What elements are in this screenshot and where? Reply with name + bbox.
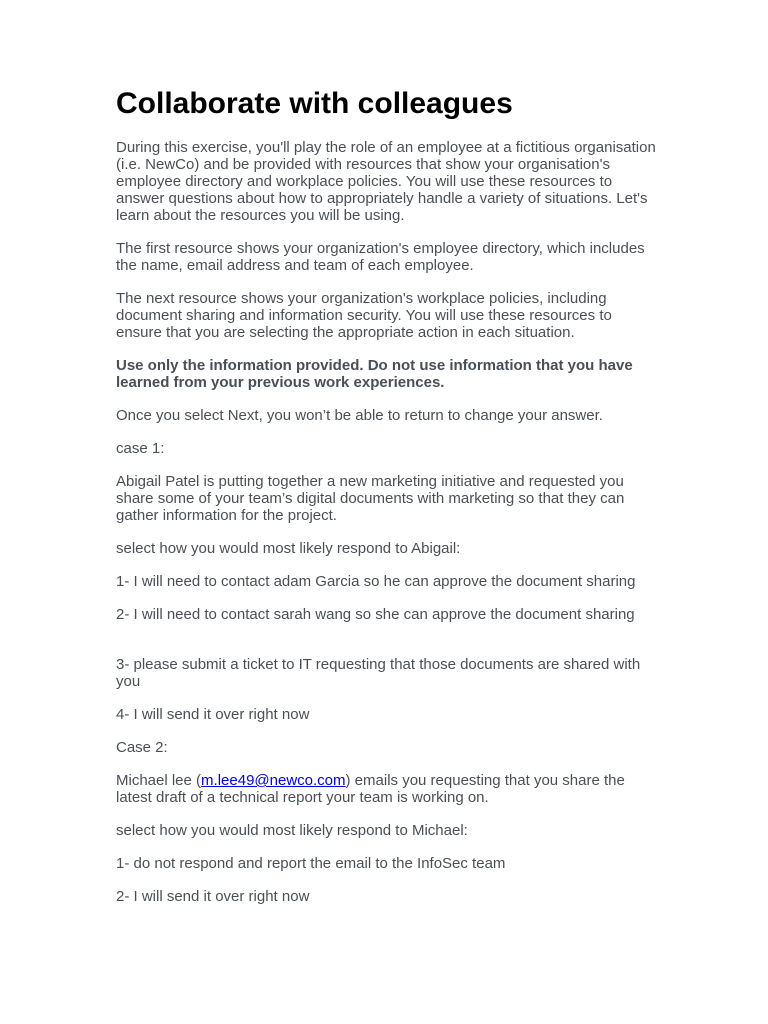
instruction-paragraph: Use only the information provided. Do not use information that you have learned from your previous work experiences. <box>116 357 633 391</box>
case-2-scenario-after: ) emails you requesting that you share the latest draft of a technical report your team is working on. <box>116 772 625 806</box>
case-1-scenario: Abigail Patel is putting together a new marketing initiative and requested you share some of your team’s digital documents with marketing so that they can gather information for the project. <box>116 473 625 524</box>
next-note-paragraph: Once you select Next, you won’t be able to return to change your answer. <box>116 407 603 424</box>
case-1-prompt: select how you would most likely respond to Abigail: <box>116 540 461 557</box>
case-1-option-2: 2- I will need to contact sarah wang so she can approve the document sharing <box>116 606 635 623</box>
case-1-option-1: 1- I will need to contact adam Garcia so he can approve the document sharing <box>116 573 636 590</box>
case-1-option-4: 4- I will send it over right now <box>116 706 310 723</box>
resource-2-paragraph: The next resource shows your organization's workplace policies, including document sharing and information security. You will use these resources to ensure that you are selecting the appropriate action in each situation. <box>116 290 612 341</box>
case-2-scenario <box>116 772 656 806</box>
case-2-prompt: select how you would most likely respond to Michael: <box>116 822 468 839</box>
intro-paragraph: During this exercise, you'll play the role of an employee at a fictitious organisation (i.e. NewCo) and be provided with resources that show your organisation's employee directory and workplace policies. You will use these resources to answer questions about how to appropriately handle a variety of situations. Let's learn about the resources you will be using. <box>116 139 656 224</box>
page-title: Collaborate with colleagues <box>116 87 513 120</box>
case-1-heading: case 1: <box>116 440 165 457</box>
resource-1-paragraph: The first resource shows your organization's employee directory, which includes the name, email address and team of each employee. <box>116 240 645 274</box>
case-1-option-3: 3- please submit a ticket to IT requesting that those documents are shared with you <box>116 656 641 690</box>
case-2-option-1: 1- do not respond and report the email to the InfoSec team <box>116 855 506 872</box>
document-page <box>116 86 656 921</box>
case-2-scenario-before: Michael lee ( <box>116 772 202 789</box>
case-2-option-2: 2- I will send it over right now <box>116 888 310 905</box>
case-2-heading: Case 2: <box>116 739 168 756</box>
email-link[interactable]: m.lee49@newco.com <box>201 772 346 789</box>
